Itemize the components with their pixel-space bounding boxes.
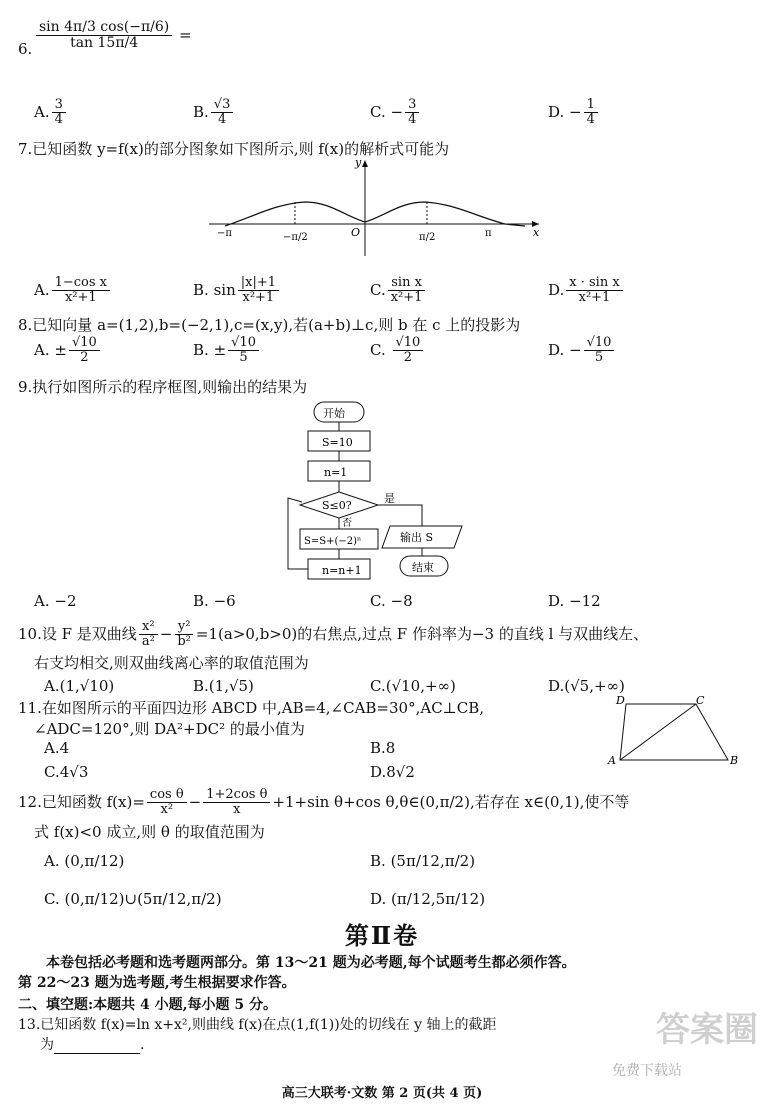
q9-flowchart (280, 398, 480, 588)
vertex-c: C (696, 694, 705, 707)
x-label: x (533, 226, 540, 239)
y-axis-arrow (362, 160, 368, 167)
q7-option-b: B. sin $\frac{|x|+1}{\text{x²+1}}$ (193, 276, 281, 306)
flow-inc: n=n+1 (322, 564, 362, 577)
q8-option-d: D. − $\frac{√10}{5}$ (548, 336, 616, 366)
q11-option-c: C.4√3 (44, 763, 89, 781)
q8-option-a: A. ± $\frac{√10}{2}$ (34, 336, 102, 366)
section-fill-blank: 二、填空题:本题共 4 小题,每小题 5 分。 (18, 997, 278, 1013)
q10-line2: 右支均相交,则双曲线离心率的取值范围为 (34, 654, 309, 672)
q11-option-d: D.8√2 (370, 763, 415, 781)
q7-option-c: C. $\frac{\text{sin x}}{\text{x²+1}}$ (370, 276, 427, 306)
q11-line2: ∠ADC=120°,则 DA²+DC² 的最小值为 (34, 720, 305, 738)
part2-desc1: 本卷包括必考题和选考题两部分。第 13～21 题为必考题,每个试题考生都必须作答。 (46, 955, 576, 971)
vertex-d: D (616, 694, 625, 707)
q6-number: 6. (18, 40, 33, 58)
flow-end: 结束 (412, 561, 434, 574)
q6-numerator: sin 4π/3 cos(−π/6) (36, 20, 172, 36)
origin-label: O (351, 226, 361, 239)
tick-neg-pi: −π (217, 228, 232, 239)
flow-update: S=S+(−2)ⁿ (304, 536, 362, 547)
tick-pi: π (485, 228, 492, 239)
vertex-b: B (730, 754, 739, 767)
q6-option-d: D. − $\frac{1}{4}$ (548, 98, 600, 128)
page-footer: 高三大联考·文数 第 2 页(共 4 页) (281, 1086, 483, 1101)
q6-denominator: tan 15π/4 (70, 35, 139, 52)
q8-option-b: B. ± $\frac{√10}{5}$ (193, 336, 261, 366)
flow-start: 开始 (323, 407, 345, 420)
q6-option-b: B. $\frac{√3}{4}$ (193, 98, 235, 128)
q12-line2: 式 f(x)<0 成立,则 θ 的取值范围为 (34, 823, 265, 841)
q13-answer-blank (54, 1039, 140, 1054)
q12-line1: 12.已知函数 f(x)= $\frac{\text{cos θ}}{\text{x²}}$ − $\frac{\text{1+2cos θ}}{x}$ +1+sin θ+cos θ,θ∈(0,π/2),若存在 x∈(0,1),使不等 (18, 787, 630, 818)
flow-n1: n=1 (324, 466, 348, 479)
watermark: 答案圈 (656, 1010, 758, 1050)
part2-title: 第Ⅱ卷 (344, 921, 420, 950)
q10-option-a: A.(1,√10) (44, 677, 115, 695)
q13-line2: 为 . (40, 1037, 145, 1053)
q7-option-a: A. $\frac{\text{1−cos x}}{\text{x²+1}}$ (34, 276, 112, 306)
q12-option-c: C. (0,π/12)∪(5π/12,π/2) (44, 890, 222, 908)
q6-option-a: A. $\frac{3}{4}$ (34, 98, 68, 128)
q8-option-c: C. $\frac{√10}{2}$ (370, 336, 425, 366)
q11-figure (600, 694, 746, 770)
q12-option-a: A. (0,π/12) (44, 852, 125, 870)
q11-option-a: A.4 (44, 739, 70, 757)
watermark-site: 免费下载站 (612, 1063, 682, 1079)
flow-output: 输出 S (400, 531, 434, 544)
q10-line1: 10.设 F 是双曲线 $\frac{\text{x²}}{\text{a²}}$ − $\frac{\text{y²}}{\text{b²}}$ =1(a>0,b>0)的右焦点,过点 F 作斜率为−3 的直线 l 与双曲线左、 (18, 619, 649, 650)
diag-ac (620, 704, 696, 760)
tick-half-pi: π/2 (419, 232, 436, 243)
q6-equals: = (179, 25, 192, 44)
q7-graph (205, 156, 545, 262)
y-label: y (355, 156, 362, 169)
q9-option-a: A. −2 (34, 592, 77, 610)
q7-option-d: D. $\frac{\text{x · sin x}}{\text{x²+1}}$ (548, 276, 625, 306)
vertex-a: A (608, 754, 616, 767)
q9-text: 9.执行如图所示的程序框图,则输出的结果为 (18, 378, 308, 396)
q9-option-d: D. −12 (548, 592, 601, 610)
q11-line1: 11.在如图所示的平面四边形 ABCD 中,AB=4,∠CAB=30°,AC⊥CB, (18, 699, 485, 717)
q10-option-d: D.(√5,+∞) (548, 677, 625, 695)
q7-text: 7.已知函数 y=f(x)的部分图象如下图所示,则 f(x)的解析式可能为 (18, 140, 450, 158)
flow-cond: S≤0? (322, 499, 352, 512)
flow-s10: S=10 (322, 436, 353, 449)
q8-text: 8.已知向量 a=(1,2),b=(−2,1),c=(x,y),若(a+b)⊥c,则 b 在 c 上的投影为 (18, 316, 521, 334)
flow-yes: 是 (384, 492, 395, 505)
q10-option-b: B.(1,√5) (193, 677, 254, 695)
q9-option-b: B. −6 (193, 592, 236, 610)
q9-option-c: C. −8 (370, 592, 413, 610)
function-curve (225, 202, 525, 226)
q12-option-d: D. (π/12,5π/12) (370, 890, 486, 908)
q12-option-b: B. (5π/12,π/2) (370, 852, 476, 870)
part2-desc2: 第 22～23 题为选考题,考生根据要求作答。 (18, 975, 296, 991)
flow-no: 否 (342, 518, 352, 529)
q13-line1: 13.已知函数 f(x)=ln x+x²,则曲线 f(x)在点(1,f(1))处的切线在 y 轴上的截距 (18, 1017, 497, 1033)
tick-neg-half-pi: −π/2 (283, 232, 308, 243)
q6-option-c: C. − $\frac{3}{4}$ (370, 98, 421, 128)
q11-option-b: B.8 (370, 739, 396, 757)
q6-expression (34, 20, 192, 52)
quad-abcd (620, 704, 728, 760)
q10-option-c: C.(√10,+∞) (370, 677, 456, 695)
